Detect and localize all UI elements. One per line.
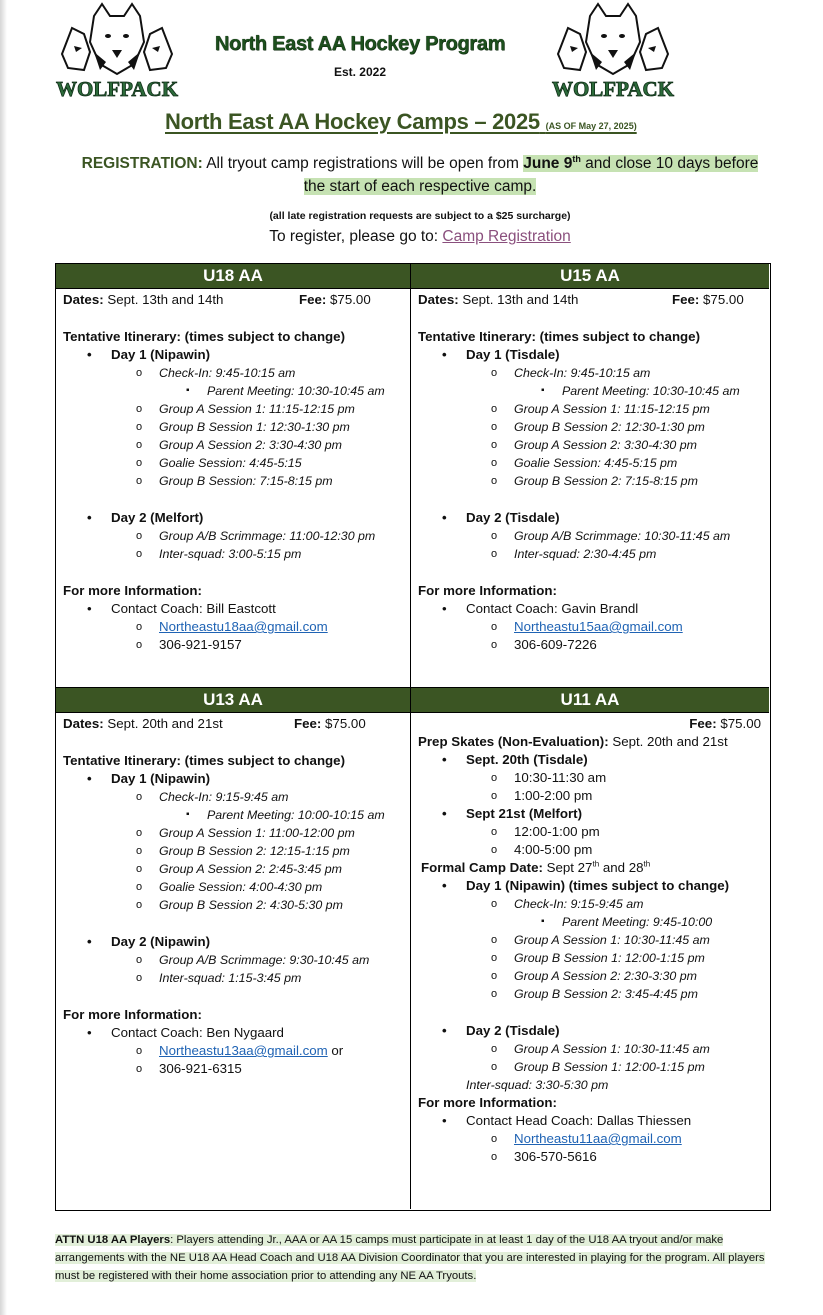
prep-item: o 4:00-5:00 pm: [418, 841, 769, 859]
established-year: Est. 2022: [333, 65, 387, 79]
contact-coach: • Contact Coach: Bill Eastcott: [63, 600, 410, 618]
contact-coach: • Contact Head Coach: Dallas Thiessen: [418, 1112, 769, 1130]
camp-u13-title: U13 AA: [56, 688, 410, 713]
itinerary-item: o Inter-squad: 2:30-4:45 pm: [418, 545, 769, 563]
itinerary-item: o Group A/B Scrimmage: 11:00-12:30 pm: [63, 527, 410, 545]
camp-dates: Dates: Sept. 13th and 14th Fee: $75.00: [63, 292, 371, 307]
itinerary-item: o Goalie Session: 4:00-4:30 pm: [63, 878, 410, 896]
register-line: To register, please go to: Camp Registration: [269, 228, 571, 245]
contact-phone: o 306-921-6315: [63, 1060, 410, 1078]
itinerary-item: o Group B Session 1: 12:00-1:15 pm: [418, 949, 769, 967]
attn-u18-notice: [55, 1231, 780, 1285]
itinerary-item: o Group B Session 1: 12:00-1:15 pm: [418, 1058, 769, 1076]
registration-notice: [60, 152, 780, 198]
itinerary-item: o Group A Session 2: 3:30-4:30 pm: [63, 436, 410, 454]
itinerary-item: o Group B Session 2: 12:15-1:15 pm: [63, 842, 410, 860]
registration-highlight: June 9th and close 10 days before: [523, 153, 759, 172]
camp-u13: [56, 687, 411, 1209]
registration-highlight-line2: the start of each respective camp.: [303, 178, 537, 195]
itinerary-item: o Group B Session 1: 12:30-1:30 pm: [63, 418, 410, 436]
itinerary-item: o Group A Session 2: 2:30-3:30 pm: [418, 967, 769, 985]
contact-email-row: [418, 1130, 769, 1148]
itinerary-extra: Inter-squad: 3:30-5:30 pm: [466, 1078, 609, 1092]
itinerary-item: o Group A Session 1: 11:15-12:15 pm: [63, 400, 410, 418]
itinerary-subitem: ▪ Parent Meeting: 10:30-10:45 am: [418, 382, 769, 400]
camp-fee: Fee: $75.00: [689, 716, 761, 731]
contact-email-row: o Northeastu13aa@gmail.com or: [63, 1042, 410, 1060]
itinerary-item: o Group A Session 2: 3:30-4:30 pm: [418, 436, 769, 454]
svg-text:WOLFPACK: WOLFPACK: [55, 77, 179, 101]
itinerary-item: o Group B Session 2: 12:30-1:30 pm: [418, 418, 769, 436]
itinerary-item: o Check-In: 9:45-10:15 am: [418, 364, 769, 382]
camp-u15-title: U15 AA: [411, 264, 769, 289]
itinerary-item: o Inter-squad: 1:15-3:45 pm: [63, 969, 410, 987]
itinerary-item: o Group A Session 1: 10:30-11:45 am: [418, 1040, 769, 1058]
formal-camp-date: Formal Camp Date: Sept 27th and 28th: [421, 859, 651, 875]
contact-email-row: [418, 618, 769, 636]
itinerary-item: o Group B Session 2: 4:30-5:30 pm: [63, 896, 410, 914]
contact-phone: o 306-609-7226: [418, 636, 769, 654]
itinerary-item: o Group B Session 2: 3:45-4:45 pm: [418, 985, 769, 1003]
itinerary-item: o Check-In: 9:15-9:45 am: [63, 788, 410, 806]
contact-coach: • Contact Coach: Ben Nygaard: [63, 1024, 410, 1042]
itinerary-label: Tentative Itinerary: (times subject to change): [418, 329, 701, 344]
info-label: For more Information:: [63, 1007, 202, 1022]
itinerary-item: o Goalie Session: 4:45-5:15: [63, 454, 410, 472]
prep-item: o 12:00-1:00 pm: [418, 823, 769, 841]
camps-title-text: North East AA Hockey Camps – 2025: [165, 109, 540, 134]
itinerary-label: Tentative Itinerary: (times subject to change): [63, 753, 346, 768]
attn-text: : Players attending Jr., AAA or AA 15 camps must participate in at least 1 day of the U18 AA tryout and/or make arrangements with the NE U18 AA Head Coach and U18 AA Division Coordinator that you are interested in playing for the program. All players must be registered with their home association prior to attending any NE AA Tryouts.: [55, 1234, 765, 1282]
camp-u11-title: U11 AA: [411, 688, 769, 713]
day1-heading: • Day 1 (Nipawin) (times subject to change): [418, 877, 769, 895]
camps-table: [55, 263, 771, 1211]
contact-email-link[interactable]: Northeastu13aa@gmail.com: [159, 1043, 328, 1058]
contact-email-link[interactable]: Northeastu11aa@gmail.com: [514, 1131, 682, 1146]
itinerary-item: o Group A/B Scrimmage: 9:30-10:45 am: [63, 951, 410, 969]
prep-item: o 10:30-11:30 am: [418, 769, 769, 787]
itinerary-subitem: ▪ Parent Meeting: 9:45-10:00: [418, 913, 769, 931]
info-label: For more Information:: [63, 583, 202, 598]
itinerary-item: o Group A Session 1: 10:30-11:45 am: [418, 931, 769, 949]
day1-heading: • Day 1 (Nipawin): [63, 346, 410, 364]
prep-day1-heading: • Sept. 20th (Tisdale): [418, 751, 769, 769]
itinerary-item: o Goalie Session: 4:45-5:15 pm: [418, 454, 769, 472]
itinerary-item: o Group A Session 1: 11:15-12:15 pm: [418, 400, 769, 418]
page-edge-shadow: [0, 0, 7, 1315]
camp-dates: Dates: Sept. 13th and 14th Fee: $75.00: [418, 292, 744, 307]
registration-text: All tryout camp registrations will be open from: [202, 155, 524, 172]
camp-u11: [411, 687, 769, 1209]
day1-heading: • Day 1 (Tisdale): [418, 346, 769, 364]
day2-heading: • Day 2 (Tisdale): [418, 509, 769, 527]
svg-text:WOLFPACK: WOLFPACK: [551, 77, 675, 101]
itinerary-subitem: ▪ Parent Meeting: 10:30-10:45 am: [63, 382, 410, 400]
prep-day2-heading: • Sept 21st (Melfort): [418, 805, 769, 823]
camp-u15: [411, 264, 769, 687]
camp-fee: Fee: $75.00: [294, 716, 366, 731]
camp-registration-link[interactable]: Camp Registration: [442, 228, 571, 245]
program-title: North East AA Hockey Program: [214, 33, 506, 55]
info-label: For more Information:: [418, 1095, 557, 1110]
itinerary-item: o Check-In: 9:45-10:15 am: [63, 364, 410, 382]
itinerary-subitem: ▪ Parent Meeting: 10:00-10:15 am: [63, 806, 410, 824]
day1-heading: • Day 1 (Nipawin): [63, 770, 410, 788]
itinerary-label: Tentative Itinerary: (times subject to change): [63, 329, 346, 344]
itinerary-item: o Group A Session 1: 11:00-12:00 pm: [63, 824, 410, 842]
attn-label: ATTN U18 AA Players: [55, 1234, 171, 1246]
itinerary-item: o Group B Session 2: 7:15-8:15 pm: [418, 472, 769, 490]
info-label: For more Information:: [418, 583, 557, 598]
page-title: [165, 109, 637, 135]
contact-email-link[interactable]: Northeastu15aa@gmail.com: [514, 619, 683, 634]
registration-label: REGISTRATION:: [81, 155, 203, 172]
contact-phone: o 306-921-9157: [63, 636, 410, 654]
contact-phone: o 306-570-5616: [418, 1148, 769, 1166]
contact-email-row: [63, 618, 410, 636]
as-of-date: (AS OF May 27, 2025): [545, 121, 637, 131]
contact-email-link[interactable]: Northeastu18aa@gmail.com: [159, 619, 328, 634]
late-surcharge-note: (all late registration requests are subject to a $25 surcharge): [269, 210, 571, 222]
open-date: June 9: [523, 155, 573, 172]
itinerary-item: o Group B Session: 7:15-8:15 pm: [63, 472, 410, 490]
itinerary-item: o Group A Session 2: 2:45-3:45 pm: [63, 860, 410, 878]
itinerary-item: o Group A/B Scrimmage: 10:30-11:45 am: [418, 527, 769, 545]
contact-coach: • Contact Coach: Gavin Brandl: [418, 600, 769, 618]
prep-item: o 1:00-2:00 pm: [418, 787, 769, 805]
camp-u18: [56, 264, 411, 687]
camp-fee: Fee: $75.00: [672, 292, 744, 307]
itinerary-item: o Check-In: 9:15-9:45 am: [418, 895, 769, 913]
camp-dates: Dates: Sept. 20th and 21st Fee: $75.00: [63, 716, 366, 731]
itinerary-item: o Inter-squad: 3:00-5:15 pm: [63, 545, 410, 563]
camp-u18-title: U18 AA: [56, 264, 410, 289]
day2-heading: • Day 2 (Tisdale): [418, 1022, 769, 1040]
camp-fee: Fee: $75.00: [299, 292, 371, 307]
prep-skates: Prep Skates (Non-Evaluation): Sept. 20th and 21st: [418, 734, 728, 749]
day2-heading: • Day 2 (Melfort): [63, 509, 410, 527]
day2-heading: • Day 2 (Nipawin): [63, 933, 410, 951]
